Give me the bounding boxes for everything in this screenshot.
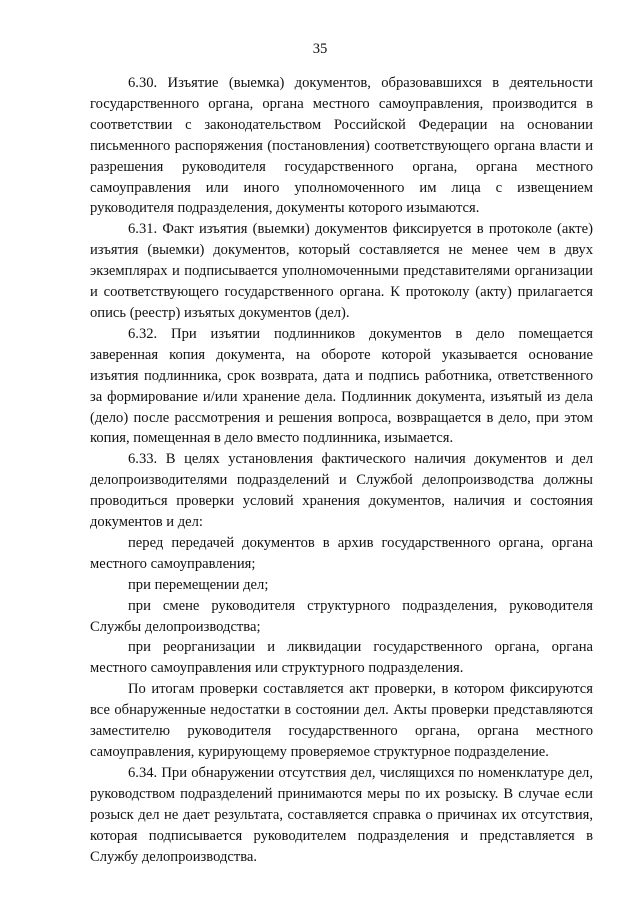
list-item-head-change: при смене руководителя структурного подразделения, руководителя Службы делопроизводства; — [90, 597, 593, 635]
paragraph-inspection-results: По итогам проверки составляется акт проверки, в котором фиксируются все обнаруженные недостатки в состоянии дел. Акты проверки представляются заместителю руководителя государственного органа, органа местного самоуправления, курирующему проверяемое структурное подразделение. — [90, 681, 593, 760]
paragraph-6-31: 6.31. Факт изъятия (выемки) документов фиксируется в протоколе (акте) изъятия (выемки) документов, который составляется не менее чем в двух экземплярах и подписывается уполномоченными представителями организации и соответствующего государственного органа. К протоколу (акту) прилагается опись (реестр) изъятых документов (дел). — [90, 221, 593, 321]
paragraph-6-33: 6.33. В целях установления фактического наличия документов и дел делопроизводителями подразделений и Службой делопроизводства должны проводиться проверки условий хранения документов, наличия и состояния документов и дел: — [90, 451, 593, 531]
list-item-reorganization: при реорганизации и ликвидации государственного органа, органа местного самоуправления или структурного подразделения. — [90, 639, 593, 677]
paragraph-6-32: 6.32. При изъятии подлинников документов в дело помещается заверенная копия документа, на обороте которой указывается основание изъятия подлинника, срок возврата, дата и подпись работника, ответственного за формирование и/или хранение дела. Подлинник документа, изъятый из дела (дело) после рассмотрения и решения вопроса, возвращается в дело, при этом копия, помещенная в дело вместо подлинника, изымается. — [90, 325, 593, 447]
list-item-archive-transfer: перед передачей документов в архив государственного органа, органа местного самоуправления; — [90, 534, 593, 572]
page-number: 35 — [312, 41, 328, 57]
paragraph-6-34: 6.34. При обнаружении отсутствия дел, числящихся по номенклатуре дел, руководством подразделений принимаются меры по их розыску. В случае если розыск дел не дает результата, составляется справка о причинах их отсутствия, которая подписывается руководителем подразделения и представляется в Службу делопроизводства. — [90, 764, 593, 865]
list-item-relocation: при перемещении дел; — [128, 576, 269, 593]
paragraph-6-30: 6.30. Изъятие (выемка) документов, образовавшихся в деятельности государственного органа, органа местного самоуправления, производится в соответствии с законодательством Российской Федерации на основании письменного распоряжения (постановления) соответствующего органа власти и разрешения руководителя государственного органа, органа местного самоуправления или иного уполномоченного им лица с извещением руководителя подразделения, документы которого изымаются. — [90, 75, 593, 217]
document-body — [90, 73, 593, 867]
